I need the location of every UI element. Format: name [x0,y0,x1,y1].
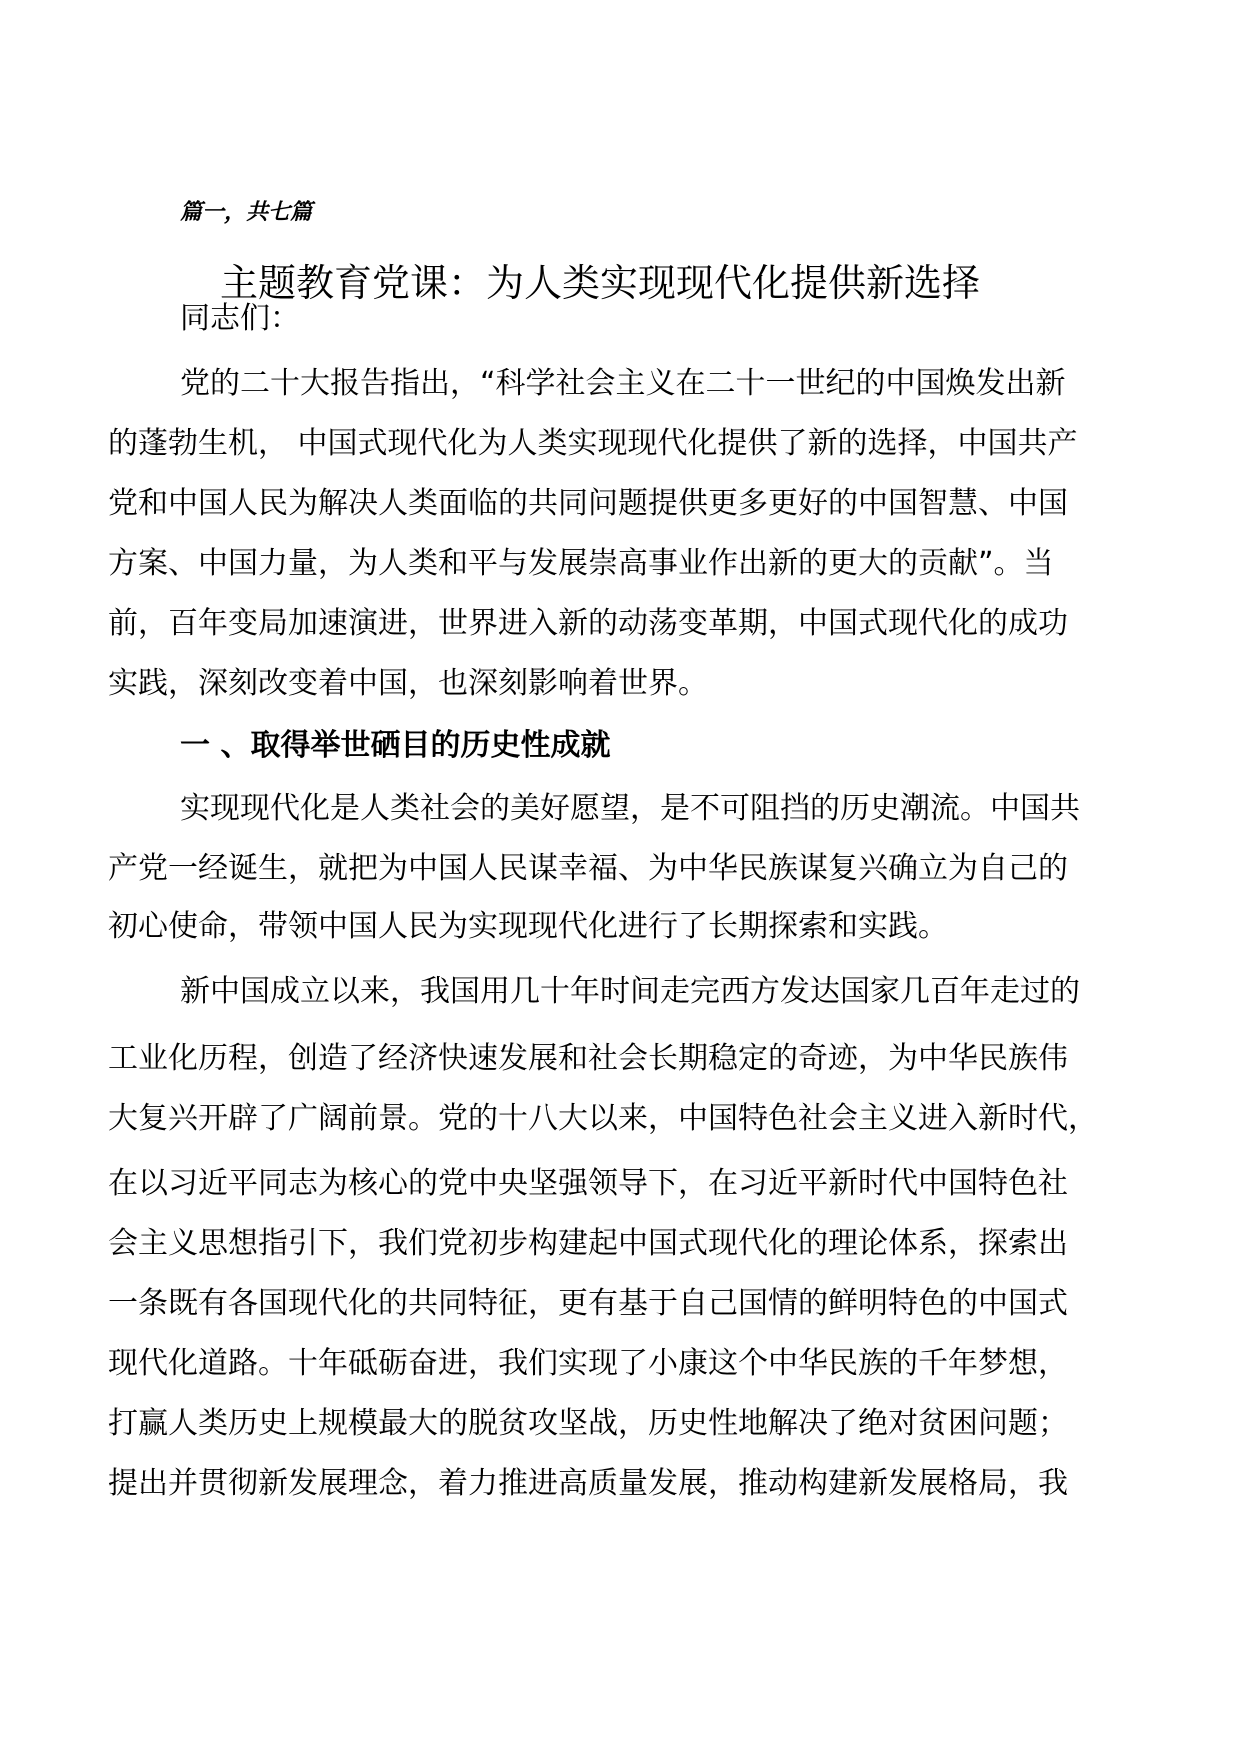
paragraph-line: 产党一经诞生，就把为中国人民谋幸福、为中华民族谋复兴确立为自己的 [108,851,1068,886]
paragraph-line: 党的二十大报告指出，“科学社会主义在二十一世纪的中国焕发出新 [180,366,1066,401]
paragraph-line: 前，百年变局加速演进，世界进入新的动荡变革期，中国式现代化的成功 [108,606,1068,641]
paragraph-line: 在以习近平同志为核心的党中央坚强领导下，在习近平新时代中国特色社 [108,1166,1068,1201]
series-label: 篇一，共七篇 [180,199,313,225]
paragraph-line: 的蓬勃生机， 中国式现代化为人类实现现代化提供了新的选择，中国共产 [108,426,1078,461]
paragraph-line: 初心使命，带领中国人民为实现现代化进行了长期探索和实践。 [108,909,948,944]
paragraph-line: 大复兴开辟了广阔前景。党的十八大以来，中国特色社会主义进入新时代， [108,1101,1098,1136]
paragraph-line: 现代化道路。十年砥砺奋进，我们实现了小康这个中华民族的千年梦想， [108,1346,1068,1381]
paragraph-line: 新中国成立以来，我国用几十年时间走完西方发达国家几百年走过的 [180,974,1080,1009]
section-heading: 一 、取得举世硒目的历史性成就 [180,728,611,763]
greeting: 同志们： [180,301,300,336]
paragraph-line: 提出并贯彻新发展理念，着力推进高质量发展，推动构建新发展格局，我 [108,1466,1068,1501]
paragraph-line: 打赢人类历史上规模最大的脱贫攻坚战，历史性地解决了绝对贫困问题； [108,1406,1068,1441]
paragraph-line: 实践，深刻改变着中国，也深刻影响着世界。 [108,666,708,701]
paragraph-line: 方案、中国力量，为人类和平与发展崇高事业作出新的更大的贡献”。当 [108,546,1054,581]
paragraph-line: 工业化历程，创造了经济快速发展和社会长期稳定的奇迹，为中华民族伟 [108,1041,1068,1076]
paragraph-line: 实现现代化是人类社会的美好愿望，是不可阻挡的历史潮流。中国共 [180,791,1080,826]
paragraph-line: 一条既有各国现代化的共同特征，更有基于自己国情的鲜明特色的中国式 [108,1286,1068,1321]
document-title: 主题教育党课：为人类实现现代化提供新选择 [220,261,981,305]
paragraph-line: 会主义思想指引下，我们党初步构建起中国式现代化的理论体系，探索出 [108,1226,1068,1261]
paragraph-line: 党和中国人民为解决人类面临的共同问题提供更多更好的中国智慧、中国 [108,486,1068,521]
